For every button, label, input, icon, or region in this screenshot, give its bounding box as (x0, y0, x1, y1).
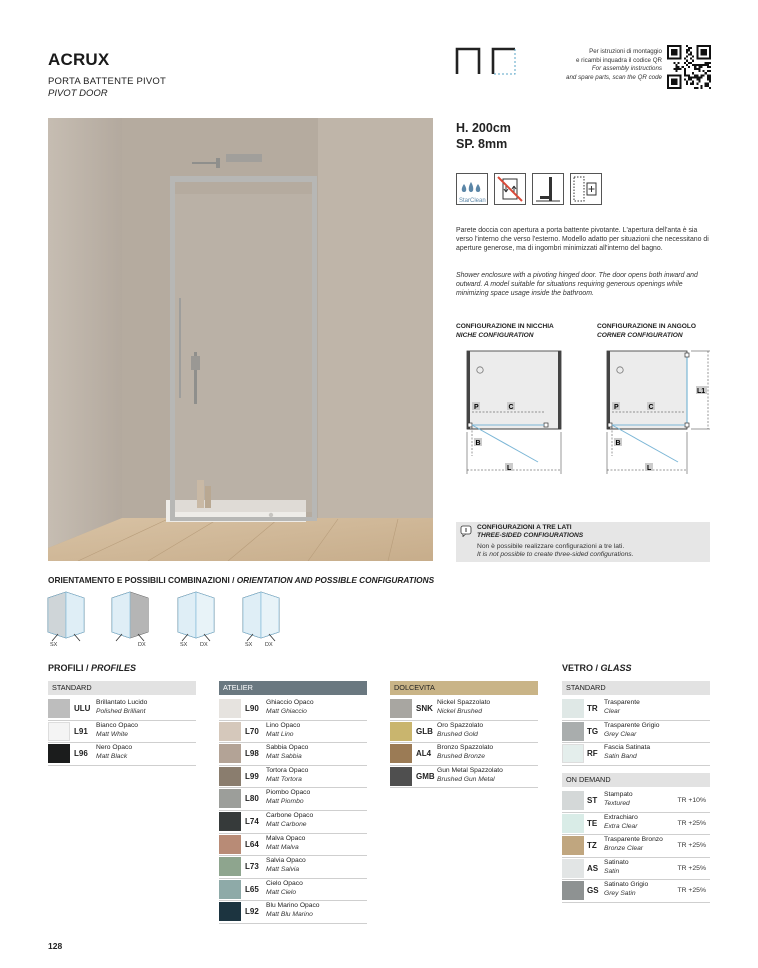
orientation-label: DX (138, 642, 146, 648)
finish-name: Cielo Opaco (266, 879, 303, 887)
finish-row-l98 (219, 743, 367, 766)
finish-name: Trasparente Bronzo (604, 836, 663, 844)
profile-wall-icon (532, 173, 564, 205)
finish-code: L70 (245, 726, 259, 736)
finish-name-en: Matt Tortora (266, 775, 302, 783)
finish-code: L73 (245, 862, 259, 872)
orientation-title: ORIENTAMENTO E POSSIBILI COMBINAZIONI / ORIENTATION AND POSSIBLE CONFIGURATIONS (48, 575, 435, 585)
finish-name-en: Satin (604, 867, 620, 875)
finish-code: L99 (245, 771, 259, 781)
finish-name: Trasparente (604, 699, 640, 706)
finish-name-en: Polished Brilliant (96, 708, 146, 715)
color-swatch (219, 744, 241, 763)
price-surcharge: TR +10% (677, 797, 706, 804)
finish-name: Satinato Grigio (604, 881, 649, 889)
finish-code: L90 (245, 704, 259, 713)
info-icon (460, 525, 472, 537)
finish-code: GMB (416, 771, 435, 781)
finish-name-en: Satin Band (604, 753, 637, 761)
color-swatch (562, 881, 584, 900)
orientation-label: DX (200, 642, 208, 648)
finish-name: Gun Metal Spazzolato (437, 766, 503, 774)
orientation-option-4 (239, 590, 283, 648)
glass-group-on-demand: ON DEMAND (562, 773, 710, 787)
color-swatch (219, 902, 241, 921)
price-surcharge: TR +25% (677, 819, 706, 827)
orientation-option-2 (108, 590, 152, 648)
finish-name: Bianco Opaco (96, 721, 139, 729)
color-swatch (48, 744, 70, 763)
svg-text:P: P (474, 404, 479, 411)
niche-diagram (456, 344, 566, 478)
profiles-title: PROFILI / PROFILES (48, 663, 137, 673)
finish-row-tr (562, 698, 710, 721)
finish-code: TR (587, 704, 598, 713)
svg-text:L: L (647, 465, 652, 472)
note-text-it: Non è possibile realizzare configurazioni a tre lati. (477, 543, 625, 550)
orientation-option-3 (174, 590, 218, 648)
product-photo (48, 118, 433, 561)
finish-code: L96 (74, 749, 88, 759)
finish-name-en: Matt Cielo (266, 888, 297, 896)
finish-name-en: Matt Ghiaccio (266, 708, 307, 715)
color-swatch (390, 767, 412, 786)
note-text-en: It is not possible to create three-sided configurations. (477, 551, 634, 558)
finish-name: Blu Marino Opaco (266, 902, 320, 910)
finish-code: ST (587, 796, 598, 805)
finish-code: TE (587, 818, 598, 828)
svg-text:P: P (614, 404, 619, 411)
finish-name: Nickel Spazzolato (437, 699, 491, 706)
orientation-label: SX (50, 642, 58, 648)
finish-name-en: Matt Blu Marino (266, 911, 313, 919)
finish-row-l64 (219, 834, 367, 857)
svg-text:L1: L1 (697, 388, 706, 395)
finish-name: Fascia Satinata (604, 744, 651, 752)
color-swatch (390, 744, 412, 763)
finish-row-l99 (219, 766, 367, 789)
color-swatch (219, 857, 241, 876)
finish-name-en: Matt Salvia (266, 866, 300, 874)
color-swatch (219, 722, 241, 741)
page-number: 128 (48, 941, 63, 951)
finish-code: L91 (74, 726, 88, 736)
finish-row-l92 (219, 901, 367, 924)
price-surcharge: TR +25% (677, 887, 706, 895)
finish-name: Salvia Opaco (266, 857, 306, 865)
finish-name: Malva Opaco (266, 834, 306, 842)
finish-row-glb (390, 721, 538, 744)
niche-config-subtitle: NICHE CONFIGURATION (456, 332, 534, 339)
finish-row-l80 (219, 788, 367, 811)
finish-code: L64 (245, 839, 259, 849)
finish-name-en: Matt Carbone (266, 821, 307, 828)
finish-name-en: Matt Piombo (266, 798, 304, 806)
svg-text:C: C (648, 404, 654, 411)
finish-code: AS (587, 863, 599, 873)
height-spec: H. 200cm (456, 121, 511, 135)
color-swatch (562, 744, 584, 763)
color-swatch (562, 791, 584, 810)
finish-code: SNK (416, 704, 433, 713)
finish-name-en: Matt Sabbia (266, 753, 302, 761)
finish-row-l96 (48, 743, 196, 766)
finish-row-tg (562, 721, 710, 744)
description-en: Shower enclosure with a pivoting hinged door. The door opens both inward and outward. A model suitable for situations requiring generous openings while minimizing space usage inside the bathroom. (456, 272, 698, 298)
finish-row-gmb (390, 766, 538, 789)
profile-group-dolcevita: DOLCEVITA (390, 681, 538, 695)
thickness-spec: SP. 8mm (456, 137, 508, 151)
finish-name-en: Grey Satin (604, 890, 636, 898)
finish-code: L98 (245, 749, 259, 759)
no-reversible-icon (494, 173, 526, 205)
finish-row-l91 (48, 721, 196, 744)
starclean-icon (456, 173, 488, 205)
color-swatch (562, 699, 584, 718)
finish-name: Lino Opaco (266, 721, 301, 729)
finish-row-tz (562, 835, 710, 858)
description-it: Parete doccia con apertura a porta battente pivotante. L'apertura dell'anta è sia verso l'interno che verso l'esterno. Modello adatto per situazioni che necessitano di aperture generose, ma di ingombri minimizzati all'interno del bagno. (456, 227, 709, 253)
assembly-note: Per istruzioni di montaggio e ricambi inquadra il codice QR For assembly instructions and spare parts, scan the QR code (566, 48, 662, 81)
corner-config-subtitle: CORNER CONFIGURATION (597, 332, 683, 339)
finish-name: Nero Opaco (96, 744, 133, 752)
orientation-label: DX (265, 642, 273, 648)
finish-name-en: Matt Malva (266, 843, 299, 851)
finish-row-l74 (219, 811, 367, 834)
svg-text:B: B (475, 440, 481, 447)
finish-code: GS (587, 886, 599, 896)
color-swatch (219, 812, 241, 831)
finish-name: Tortora Opaco (266, 766, 309, 774)
product-subtitle: PORTA BATTENTE PIVOT (48, 76, 167, 87)
color-swatch (562, 859, 584, 878)
finish-name: Ghiaccio Opaco (266, 699, 314, 706)
glass-title: VETRO / GLASS (562, 663, 632, 673)
finish-name: Trasparente Grigio (604, 721, 660, 729)
finish-row-st (562, 790, 710, 813)
finish-code: RF (587, 749, 598, 759)
finish-name-en: Nickel Brushed (437, 708, 482, 715)
finish-row-rf (562, 743, 710, 766)
product-subtitle-en: PIVOT DOOR (48, 88, 108, 99)
svg-text:StarClean: StarClean (459, 198, 486, 204)
note-subtitle: THREE-SIDED CONFIGURATIONS (477, 532, 584, 539)
color-swatch (219, 789, 241, 808)
finish-code: L92 (245, 907, 259, 917)
svg-text:B: B (615, 440, 621, 447)
color-swatch (219, 699, 241, 718)
color-swatch (562, 836, 584, 855)
finish-name-en: Matt White (96, 730, 128, 738)
finish-name-en: Clear (604, 708, 620, 715)
finish-name-en: Matt Lino (266, 730, 294, 738)
profile-group-atelier: ATELIER (219, 681, 367, 695)
corner-config-title: CONFIGURAZIONE IN ANGOLO (597, 323, 697, 330)
finish-code: ULU (74, 704, 91, 713)
color-swatch (562, 722, 584, 741)
orientation-label: SX (245, 642, 253, 648)
profile-group-standard: STANDARD (48, 681, 196, 695)
door-type-icon (455, 47, 519, 75)
finish-name: Brillantato Lucido (96, 699, 148, 706)
extension-profile-icon (570, 173, 602, 205)
finish-name: Carbone Opaco (266, 812, 314, 819)
finish-name-en: Grey Clear (604, 730, 637, 738)
finish-row-te (562, 813, 710, 836)
finish-code: AL4 (416, 749, 432, 759)
finish-name-en: Extra Clear (604, 822, 638, 830)
finish-code: L74 (245, 817, 259, 826)
price-surcharge: TR +25% (677, 842, 706, 850)
finish-row-l73 (219, 856, 367, 879)
finish-name: Bronzo Spazzolato (437, 744, 494, 752)
finish-code: TG (587, 726, 599, 736)
price-surcharge: TR +25% (677, 864, 706, 872)
finish-name: Stampato (604, 791, 633, 798)
note-title: CONFIGURAZIONI A TRE LATI (477, 524, 572, 531)
finish-name: Satinato (604, 858, 629, 866)
color-swatch (219, 835, 241, 854)
finish-name: Oro Spazzolato (437, 721, 484, 729)
finish-name: Piombo Opaco (266, 789, 311, 797)
finish-name-en: Brushed Gun Metal (437, 775, 495, 783)
glass-group-standard: STANDARD (562, 681, 710, 695)
finish-row-ulu (48, 698, 196, 721)
niche-config-title: CONFIGURAZIONE IN NICCHIA (456, 323, 554, 330)
color-swatch (48, 699, 70, 718)
product-title: ACRUX (48, 50, 110, 69)
finish-name-en: Matt Black (96, 753, 128, 761)
finish-code: GLB (416, 726, 433, 736)
color-swatch (390, 722, 412, 741)
finish-name-en: Textured (604, 800, 630, 807)
svg-text:C: C (508, 404, 514, 411)
finish-name-en: Brushed Gold (437, 730, 478, 738)
color-swatch (562, 814, 584, 833)
finish-row-al4 (390, 743, 538, 766)
finish-row-l70 (219, 721, 367, 744)
finish-name: Sabbia Opaco (266, 744, 309, 752)
orientation-option-1 (44, 590, 88, 648)
finish-row-l90 (219, 698, 367, 721)
svg-text:L: L (507, 465, 512, 472)
finish-name: Extrachiaro (604, 813, 638, 821)
finish-code: TZ (587, 841, 597, 851)
finish-row-gs (562, 880, 710, 903)
color-swatch (219, 767, 241, 786)
finish-row-l65 (219, 879, 367, 902)
color-swatch (48, 722, 70, 741)
qr-code[interactable] (667, 45, 711, 89)
color-swatch (390, 699, 412, 718)
finish-code: L65 (245, 884, 259, 894)
finish-name-en: Bronze Clear (604, 845, 644, 853)
orientation-label: SX (180, 642, 188, 648)
finish-row-as (562, 858, 710, 881)
finish-code: L80 (245, 794, 259, 804)
color-swatch (219, 880, 241, 899)
corner-diagram (596, 344, 712, 478)
finish-row-snk (390, 698, 538, 721)
finish-name-en: Brushed Bronze (437, 753, 485, 761)
